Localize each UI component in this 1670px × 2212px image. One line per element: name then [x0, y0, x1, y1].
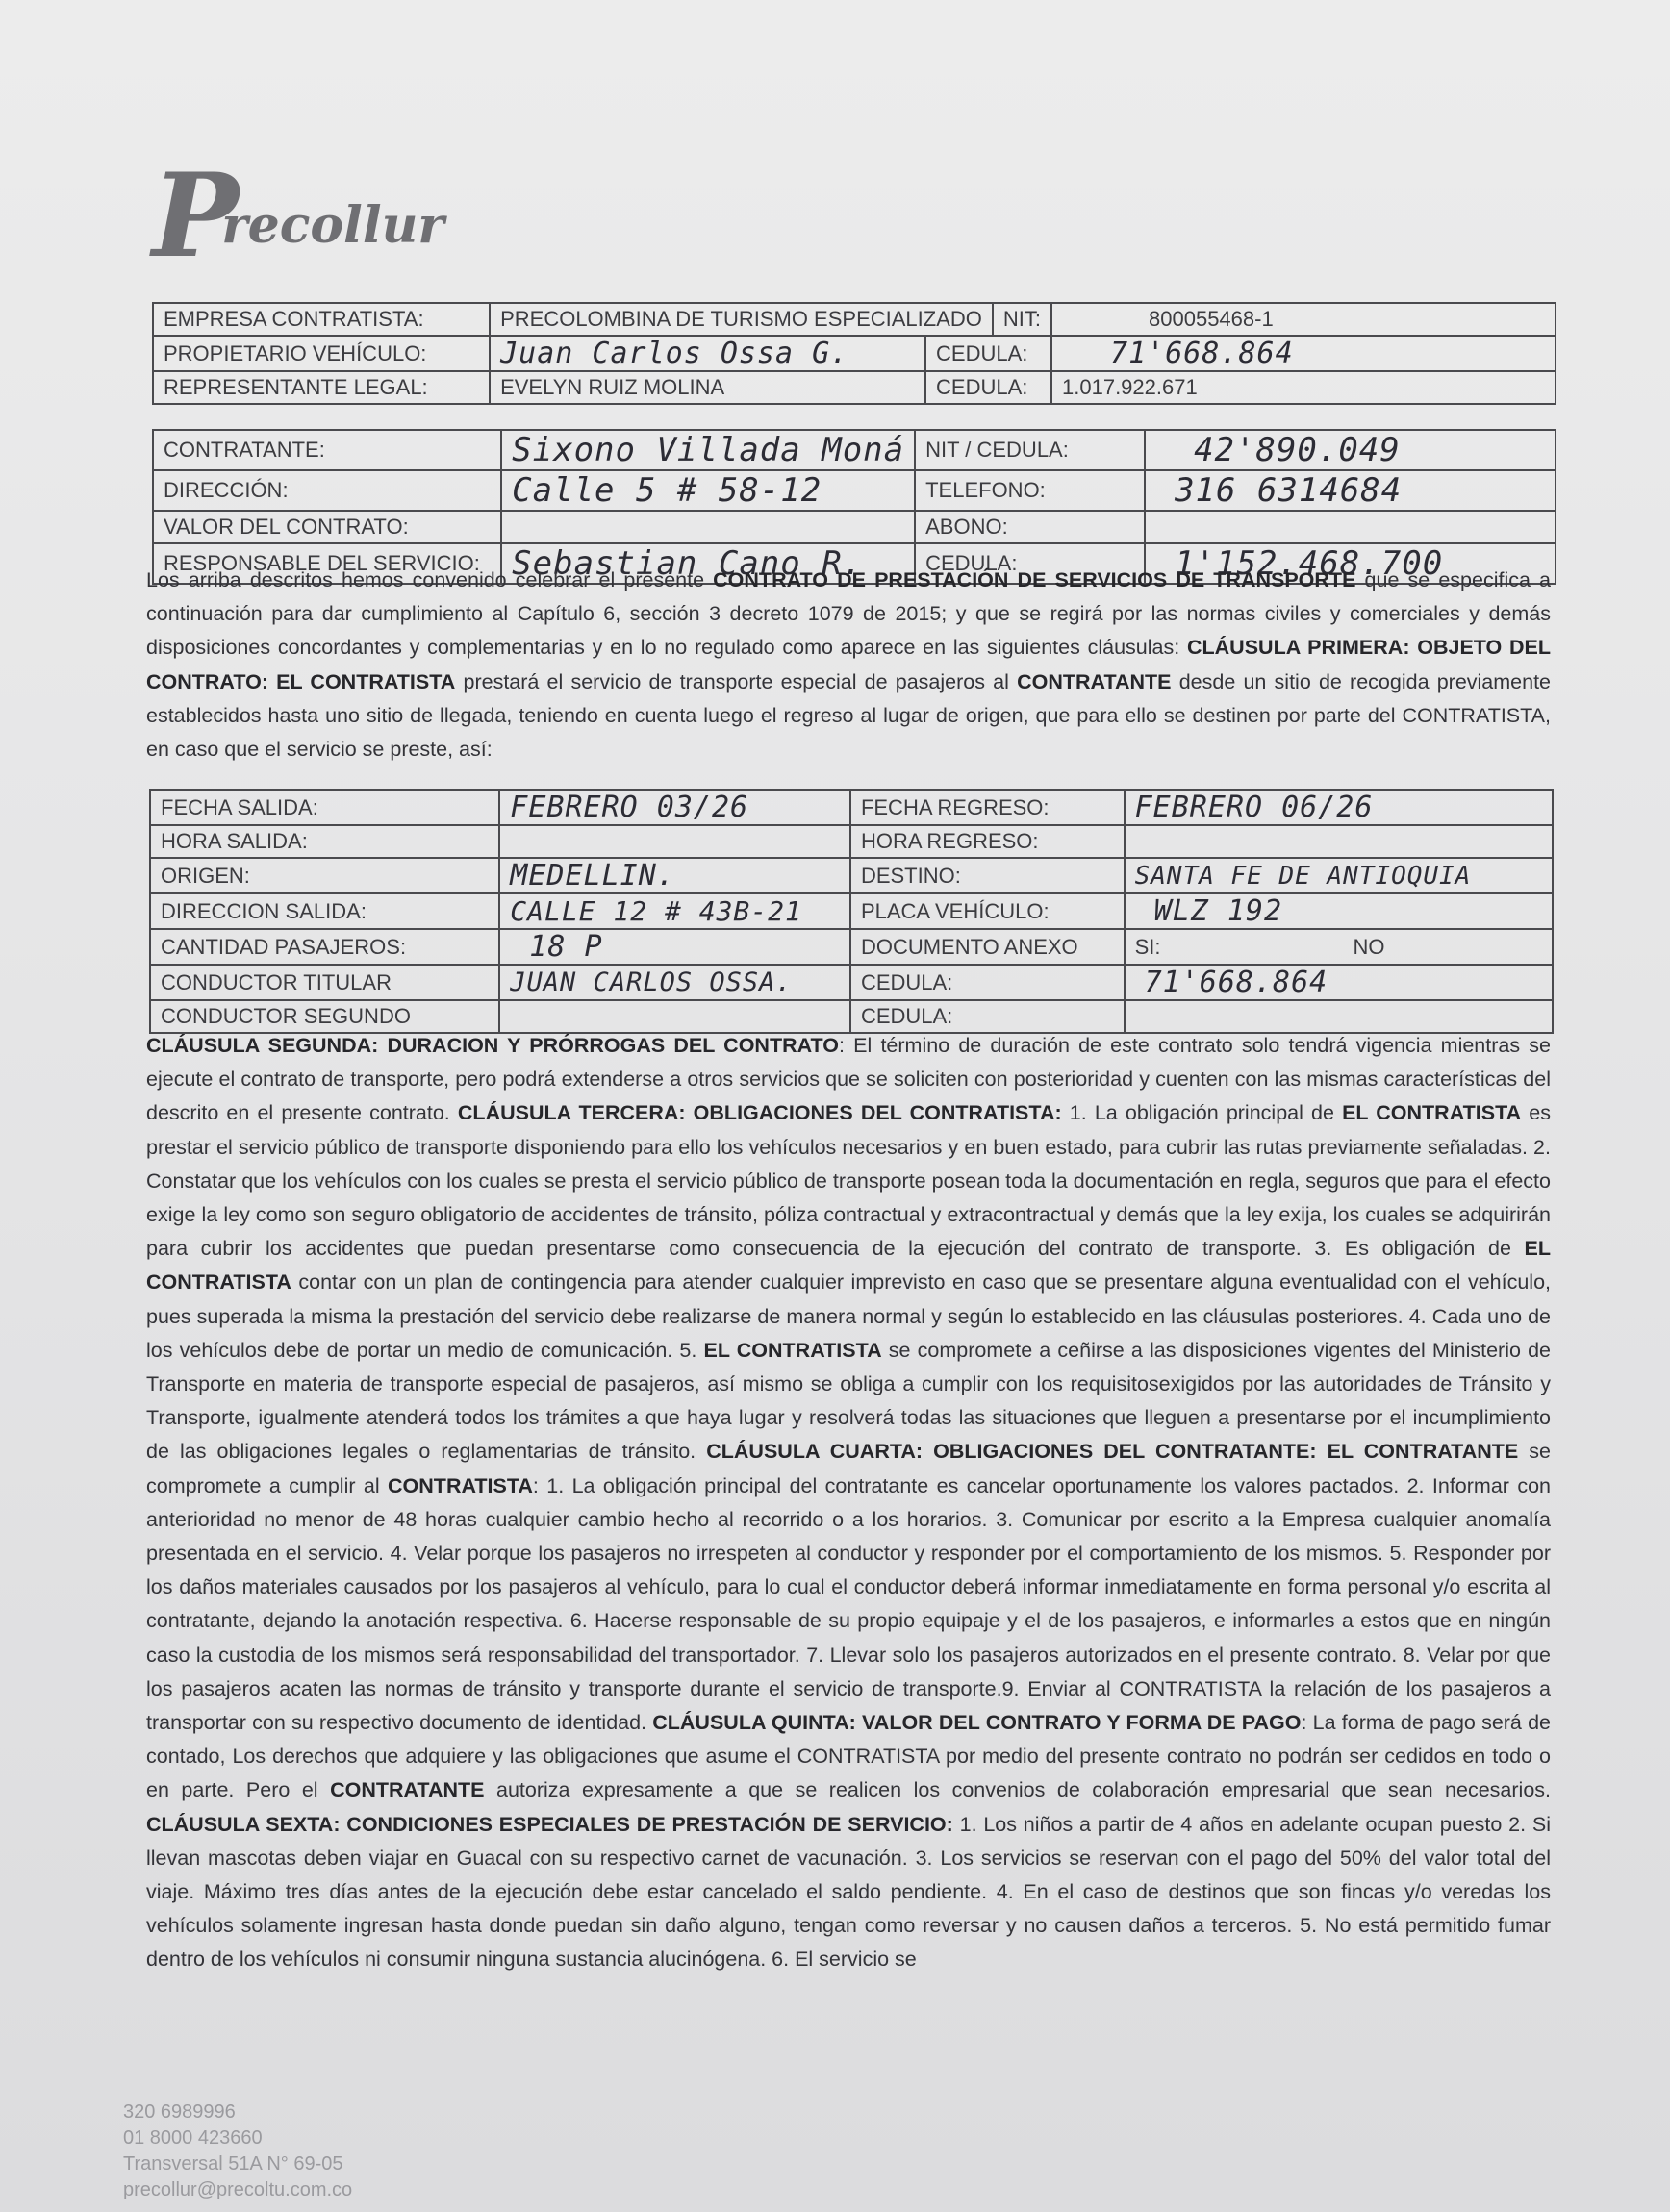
direccion-label: DIRECCIÓN:	[153, 470, 501, 511]
abono-label: ABONO:	[915, 511, 1145, 543]
propietario-cedula-value: 71'668.864	[1051, 336, 1556, 371]
contratante-table	[152, 429, 1556, 585]
direccion-salida-value: CALLE 12 # 43B-21	[499, 893, 850, 929]
destino-label: DESTINO:	[850, 858, 1125, 893]
logo-letter: P	[152, 148, 240, 284]
body-text-5: se compromete a ceñirse a las disposiciones vigentes del Ministerio de Transporte en materia de transporte especial de pasajeros, así mismo se obliga a cumplir con los requisitosexigidos por las autoridades de Tránsito y Transporte, igualmente atenderá todos los trámites a que haya lugar y resolverá todas las situaciones que lleguen a presentarse por el incumplimiento de las obligaciones legales o reglamentarias de tránsito.	[146, 1338, 1551, 1464]
conductor-titular-value: JUAN CARLOS OSSA.	[499, 965, 850, 1000]
intro-text-3: prestará el servicio de transporte especial de pasajeros al	[455, 669, 1018, 693]
conductor-segundo-label: CONDUCTOR SEGUNDO	[150, 1000, 499, 1033]
table-row	[150, 965, 1553, 1000]
responsable-label: RESPONSABLE DEL SERVICIO:	[153, 543, 501, 584]
table-row	[153, 511, 1556, 543]
hora-regreso-label: HORA REGRESO:	[850, 825, 1125, 858]
body-bold-7: CONTRATISTA	[388, 1473, 533, 1497]
contratante-label: CONTRATANTE:	[153, 430, 501, 470]
valor-label: VALOR DEL CONTRATO:	[153, 511, 501, 543]
intro-text-1: Los arriba descritos hemos convenido celebrar el presente	[146, 568, 714, 591]
footer-line: 01 8000 423660	[123, 2127, 263, 2149]
documento-options	[1125, 929, 1553, 965]
body-bold-5: EL CONTRATISTA	[703, 1338, 882, 1362]
responsable-cedula-value: 1'152.468.700	[1145, 543, 1556, 584]
intro-bold-3: CONTRATANTE	[1017, 669, 1172, 693]
body-text-1: : El término de duración de este contrato solo tendrá vigencia mientras se ejecute el contrato de transporte, pero podrá extenderse a otros servicios que se soliciten con posterioridad y cuenten con las mismas características del descrito en el presente contrato.	[146, 1034, 1551, 1125]
conductor-segundo-value	[499, 1000, 850, 1033]
valor-value	[501, 511, 915, 543]
table-row	[153, 430, 1556, 470]
company-logo	[152, 148, 462, 284]
hora-salida-value	[499, 825, 850, 858]
responsable-cedula-label: CEDULA:	[915, 543, 1145, 584]
representante-cedula-label: CEDULA:	[925, 371, 1051, 404]
origen-value: MEDELLIN.	[499, 858, 850, 893]
viaje-table	[149, 789, 1554, 1034]
footer-email: precollur@precoltu.com.co	[123, 2179, 353, 2200]
destino-value: SANTA FE DE ANTIOQUIA	[1125, 858, 1553, 893]
propietario-value: Juan Carlos Ossa G.	[490, 336, 925, 371]
table-row	[150, 893, 1553, 929]
table-row	[150, 790, 1553, 825]
cantidad-value: 18 P	[499, 929, 850, 965]
body-text-9: autoriza expresamente a que se realicen los convenios de colaboración empresarial que sean necesarios.	[484, 1778, 1551, 1802]
propietario-label: PROPIETARIO VEHÍCULO:	[153, 336, 490, 371]
representante-cedula-value: 1.017.922.671	[1051, 371, 1556, 404]
conductor-titular-cedula-label: CEDULA:	[850, 965, 1125, 1000]
clausula-primera-heading: CLÁUSULA PRIMERA: OBJETO DEL CONTRATO: EL CONTRATISTA	[146, 636, 1552, 693]
fecha-regreso-label: FECHA REGRESO:	[850, 790, 1125, 825]
intro-paragraph	[146, 564, 1551, 767]
conductor-segundo-cedula-value	[1125, 1000, 1553, 1033]
no-label: NO	[1353, 934, 1385, 959]
clauses-paragraph	[146, 1029, 1551, 2092]
contratante-nit-value: 42'890.049	[1145, 430, 1556, 470]
conductor-titular-label: CONDUCTOR TITULAR	[150, 965, 499, 1000]
body-text-8: : La forma de pago será de contado, Los derechos que adquiere y las obligaciones que asume el CONTRATISTA por medio del presente contrato no podrán ser cedidos en todo o en parte. Pero el	[146, 1711, 1552, 1802]
table-row	[153, 371, 1556, 404]
fecha-regreso-value: FEBRERO 06/26	[1125, 790, 1553, 825]
body-text-3: es prestar el servicio público de transporte disponiendo para ello los vehículos necesarios y en buen estado, para cubrir las rutas previamente señaladas. 2. Constatar que los vehículos con los cuales se presta el servicio público de transporte posean toda la documentación en regla, seguros que para el efecto exige la ley como son seguro obligatorio de accidentes de tránsito, póliza contractual y extracontractual y demás que la ley exija, los cuales se adquirirán para cubrir los accidentes que puedan presentarse como consecuencia de la ejecución del contrato de transporte. 3. Es obligación de	[146, 1101, 1551, 1261]
clausula-quinta-heading: CLÁUSULA QUINTA: VALOR DEL CONTRATO Y FORMA DE PAGO	[652, 1711, 1302, 1735]
empresa-table	[152, 302, 1556, 405]
origen-label: ORIGEN:	[150, 858, 499, 893]
contratante-value: Sixono Villada Moná	[501, 430, 915, 470]
cantidad-label: CANTIDAD PASAJEROS:	[150, 929, 499, 965]
hora-regreso-value	[1125, 825, 1553, 858]
table-row	[150, 929, 1553, 965]
telefono-value: 316 6314684	[1145, 470, 1556, 511]
body-text-4: contar con un plan de contingencia para atender cualquier imprevisto en caso que se presentare alguna eventualidad con el vehículo, pues superada la misma la prestación del servicio debe realizarse de manera normal y según lo establecido en las cláusulas posteriores. 4. Cada uno de los vehículos debe de portar un medio de comunicación. 5.	[146, 1270, 1551, 1362]
body-bold-4: EL CONTRATISTA	[146, 1237, 1551, 1295]
footer-contact	[123, 2099, 352, 2203]
table-row	[150, 1000, 1553, 1033]
empresa-contratista-label: EMPRESA CONTRATISTA:	[153, 303, 490, 336]
clausula-tercera-heading: CLÁUSULA TERCERA: OBLIGACIONES DEL CONTRATISTA:	[457, 1101, 1062, 1125]
table-row	[153, 303, 1556, 336]
intro-text-4: desde un sitio de recogida previamente establecidos hasta uno sitio de llegada, teniendo en cuenta luego el regreso al lugar de origen, que para ello se destinen por parte del CONTRATISTA, en caso que el servicio se preste, así:	[146, 669, 1552, 762]
si-label: SI:	[1134, 934, 1161, 959]
body-text-2: 1. La obligación principal de	[1061, 1101, 1343, 1125]
footer-phone: 320 6989996	[123, 2101, 236, 2123]
clausula-cuarta-heading: CLÁUSULA CUARTA: OBLIGACIONES DEL CONTRATANTE: EL CONTRATANTE	[706, 1440, 1519, 1464]
intro-bold-1: CONTRATO DE PRESTACIÓN DE SERVICIOS DE TRANSPORTE	[713, 568, 1356, 591]
table-row	[153, 470, 1556, 511]
body-text-6: se compromete a cumplir al	[146, 1440, 1552, 1497]
intro-text-2: que se especifica a continuación para dar cumplimiento al Capítulo 6, sección 3 decreto 1079 de 2015; y que se regirá por las normas civiles y comerciales y demás disposiciones concordantes y complementarias y en lo no regulado como aparece en las siguientes cláusulas:	[146, 568, 1551, 660]
responsable-value: Sebastian Cano R.	[501, 543, 915, 584]
footer-address: Transversal 51A N° 69-05	[123, 2153, 343, 2174]
representante-value: EVELYN RUIZ MOLINA	[490, 371, 925, 404]
placa-label: PLACA VEHÍCULO:	[850, 893, 1125, 929]
conductor-segundo-cedula-label: CEDULA:	[850, 1000, 1125, 1033]
body-text-7: : 1. La obligación principal del contratante es cancelar oportunamente los valores pactados. 2. Informar con anterioridad no menor de 48 horas cualquier cambio hecho al recorrido o a los horarios. 3. Comunicar por escrito a la Empresa cualquier anomalía presentada en el servicio. 4. Velar porque los pasajeros no irrespeten al conductor y responder por el comportamiento de los mismos. 5. Responder por los daños materiales causados por los pasajeros al vehículo, para lo cual el conductor deberá informar inmediatamente en forma personal y/o escrita al contratante, dejando la anotación respectiva. 6. Hacerse responsable de su propio equipaje y el de los pasajeros, e informarles a estos que en ningún caso la custodia de los mismos será responsabilidad del transportador. 7. Llevar solo los pasajeros autorizados en el presente contrato. 8. Velar por que los pasajeros acaten las normas de tránsito y transporte durante el servicio de transporte.9. Enviar al CONTRATISTA la relación de los pasajeros a transportar con su respectivo documento de identidad.	[146, 1473, 1551, 1735]
empresa-contratista-value: PRECOLOMBINA DE TURISMO ESPECIALIZADO	[490, 303, 993, 336]
body-bold-3: EL CONTRATISTA	[1342, 1101, 1522, 1125]
conductor-titular-cedula-value: 71'668.864	[1125, 965, 1553, 1000]
fecha-salida-label: FECHA SALIDA:	[150, 790, 499, 825]
telefono-label: TELEFONO:	[915, 470, 1145, 511]
empresa-nit-value: 800055468-1	[1051, 303, 1556, 336]
abono-value	[1145, 511, 1556, 543]
hora-salida-label: HORA SALIDA:	[150, 825, 499, 858]
direccion-value: Calle 5 # 58-12	[501, 470, 915, 511]
body-text-10: 1. Los niños a partir de 4 años en adelante ocupan puesto 2. Si llevan mascotas deben viajar en Guacal con su respectivo carnet de vacunación. 3. Los servicios se reservan con el pago del 50% del valor total del viaje. Máximo tres días antes de la ejecución debe estar cancelado el saldo pendiente. 4. En el caso de destinos que son fincas y/o veredas los vehículos solamente ingresan hasta donde puedan sin daño alguno, tengan como reversar y no causen daños a terceros. 5. No está permitido fumar dentro de los vehículos ni consumir ninguna sustancia alucinógena. 6. El servicio se	[146, 1812, 1551, 1972]
direccion-salida-label: DIRECCION SALIDA:	[150, 893, 499, 929]
table-row	[150, 858, 1553, 893]
clausula-segunda-heading: CLÁUSULA SEGUNDA: DURACION Y PRÓRROGAS DEL CONTRATO	[146, 1034, 840, 1057]
representante-label: REPRESENTANTE LEGAL:	[153, 371, 490, 404]
fecha-salida-value: FEBRERO 03/26	[499, 790, 850, 825]
documento-label: DOCUMENTO ANEXO	[850, 929, 1125, 965]
propietario-cedula-label: CEDULA:	[925, 336, 1051, 371]
logo-text: recollur	[221, 196, 444, 255]
table-row	[153, 336, 1556, 371]
clausula-sexta-heading: CLÁUSULA SEXTA: CONDICIONES ESPECIALES DE PRESTACIÓN DE SERVICIO:	[146, 1812, 953, 1836]
contratante-nit-label: NIT / CEDULA:	[915, 430, 1145, 470]
body-bold-9: CONTRATANTE	[330, 1778, 485, 1802]
placa-value: WLZ 192	[1125, 893, 1553, 929]
empresa-nit-label: NIT:	[993, 303, 1051, 336]
table-row	[150, 825, 1553, 858]
